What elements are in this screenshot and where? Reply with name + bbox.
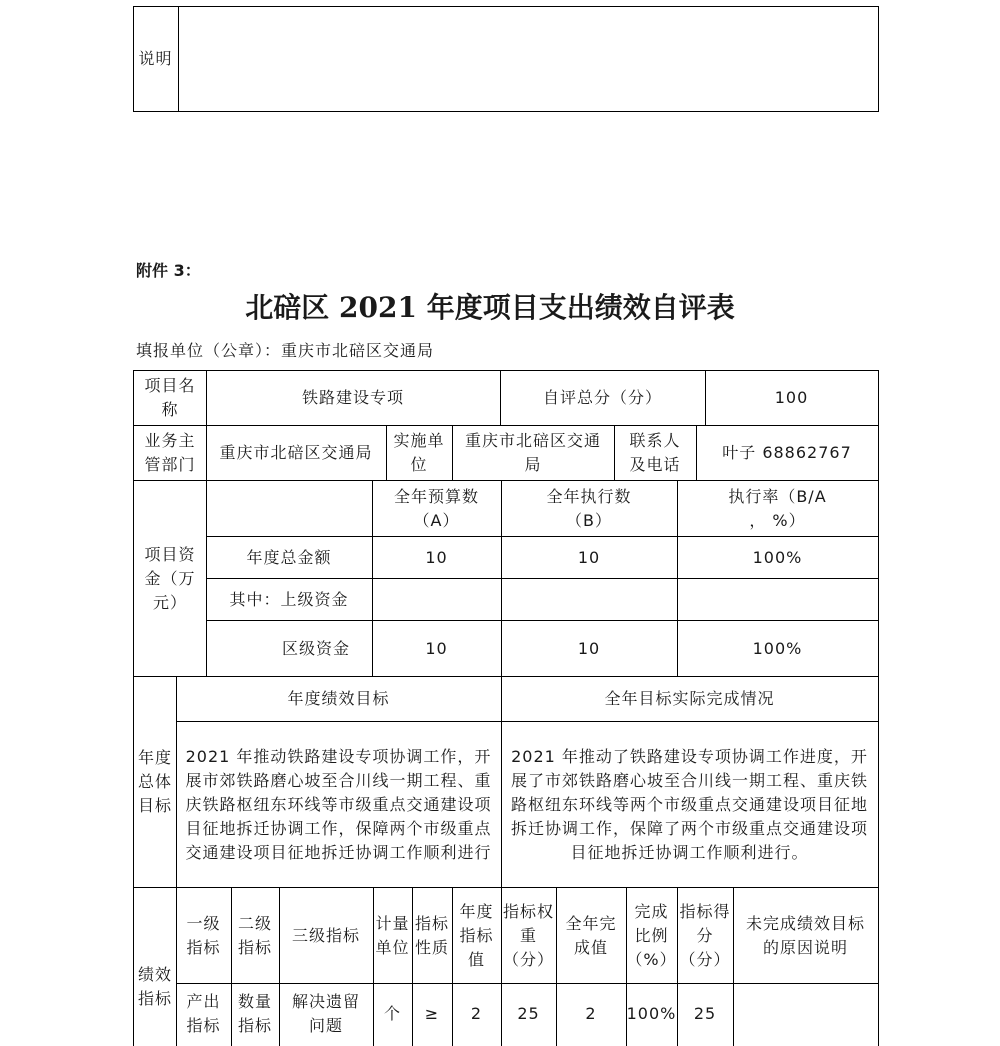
- goals-actual-text: 2021 年推动了铁路建设专项协调工作进度，开展了市郊铁路磨心坡至合川线一期工程、重庆铁路枢纽东环线等两个市级重点交通建设项目征地拆迁协调工作，保障了两个市级重点交通建设项目征地拆迁协调工作顺利进行。: [510, 746, 868, 862]
- goals-target-text: 2021 年推动铁路建设专项协调工作，开展市郊铁路磨心坡至合川线一期工程、重庆铁路枢纽东环线等市级重点交通建设项目征地拆迁协调工作，保障两个市级重点交通建设项目征地拆迁协调工作顺利进行: [185, 746, 492, 862]
- funds-label: 项目资金（万元）: [144, 544, 196, 612]
- goals-col-actual: 全年目标实际完成情况: [604, 689, 775, 708]
- notes-box: [133, 6, 879, 112]
- dept-label: 业务主管部门: [144, 431, 196, 474]
- notes-label: 说明: [138, 49, 173, 68]
- ind-header-level3: 三级指标: [291, 925, 360, 945]
- funds-row-district-rate: 100%: [752, 638, 803, 658]
- ind-row-level1: 产出指标: [186, 992, 221, 1035]
- ind-header-reason: 未完成绩效目标的原因说明: [745, 913, 865, 957]
- ind-header-level2: 二级指标: [237, 913, 272, 957]
- funds-row-upper-exec: [501, 579, 677, 620]
- funds-col-exec: 全年执行数（B）: [546, 486, 632, 530]
- ind-header-weight: 指标权重（分）: [503, 901, 555, 969]
- ind-row-score: 25: [693, 1004, 717, 1023]
- ind-row-completed: 2: [585, 1004, 597, 1023]
- funds-row-total-budget: 10: [425, 547, 448, 567]
- funds-row-total-label: 年度总金额: [246, 547, 332, 567]
- ind-row-nature: ≥: [424, 1004, 440, 1023]
- funds-row-upper-label: 其中：上级资金: [229, 589, 349, 609]
- project-name-label: 项目名称: [144, 376, 196, 419]
- funds-row-total-rate: 100%: [752, 547, 803, 567]
- funds-col-budget: 全年预算数（A）: [393, 486, 479, 530]
- ind-row-weight: 25: [517, 1004, 540, 1023]
- ind-header-ratio: 完成比例（%）: [626, 901, 677, 969]
- ind-header-score: 指标得分（分）: [679, 901, 731, 969]
- impl-label: 实施单位: [393, 431, 445, 474]
- ind-row-level3: 解决遗留问题: [291, 992, 360, 1035]
- indicators-label: 绩效指标: [138, 965, 173, 1008]
- ind-header-unit: 计量单位: [375, 913, 410, 957]
- ind-header-annual-value: 年度指标值: [459, 901, 494, 969]
- attachment-label: 附件 3：: [136, 261, 201, 280]
- funds-row-upper-rate: [677, 579, 878, 620]
- funds-row-upper-budget: [372, 579, 501, 620]
- impl-value: 重庆市北碚区交通局: [464, 431, 601, 474]
- project-name-value: 铁路建设专项: [301, 388, 404, 407]
- ind-row-level2: 数量指标: [237, 992, 272, 1035]
- funds-col-rate: 执行率（B/A ， %）: [728, 486, 827, 530]
- score-value: 100: [774, 388, 809, 407]
- ind-header-completed: 全年完成值: [565, 913, 617, 957]
- ind-row-reason: [733, 984, 878, 1044]
- ind-header-nature: 指标性质: [414, 913, 449, 957]
- funds-row-total-exec: 10: [577, 547, 601, 567]
- contact-value: 叶子 68862767: [722, 443, 852, 462]
- funds-row-district-exec: 10: [577, 638, 601, 658]
- filler-unit: 填报单位（公章）：重庆市北碚区交通局: [136, 341, 435, 360]
- ind-row-unit: 个: [383, 1004, 401, 1023]
- dept-value: 重庆市北碚区交通局: [219, 443, 373, 462]
- notes-divider: [178, 6, 179, 112]
- goals-label: 年度总体目标: [138, 748, 173, 815]
- score-label: 自评总分（分）: [542, 388, 662, 407]
- funds-row-district-budget: 10: [425, 638, 448, 658]
- page-title: 北碚区 2021 年度项目支出绩效自评表: [245, 291, 735, 324]
- contact-label: 联系人及电话: [629, 431, 681, 474]
- ind-row-ratio: 100%: [626, 1004, 677, 1023]
- ind-row-annual-value: 2: [470, 1004, 483, 1023]
- goals-col-target: 年度绩效目标: [287, 689, 390, 708]
- ind-header-level1: 一级指标: [186, 913, 221, 957]
- funds-row-district-label: 区级资金: [281, 638, 350, 658]
